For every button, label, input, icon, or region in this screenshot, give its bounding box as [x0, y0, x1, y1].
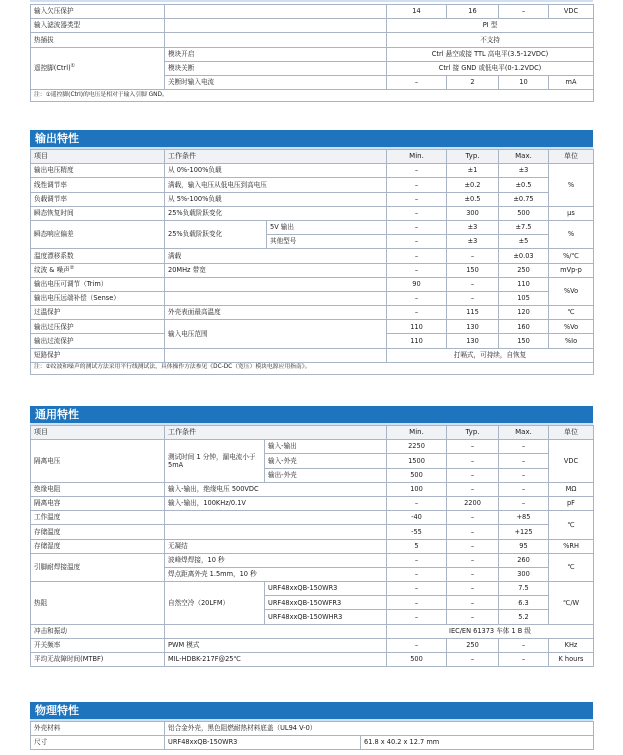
typ-cell: 130: [447, 320, 499, 334]
table-row: [31, 291, 594, 305]
value-cell: 不支持: [387, 33, 594, 47]
column-header: 单位: [549, 150, 594, 164]
item-cell: 过温保护: [31, 306, 165, 320]
min-cell: –: [387, 206, 447, 220]
item-cell: 输入滤波器类型: [31, 19, 165, 33]
column-header: Typ.: [447, 150, 499, 164]
unit-cell: mVp-p: [549, 263, 594, 277]
unit-cell: mA: [549, 75, 594, 89]
item-cell: 隔离电压: [31, 440, 165, 483]
table-row: [31, 277, 594, 291]
table-row: [31, 553, 594, 567]
min-cell: –: [387, 638, 447, 652]
item-cell: 尺寸: [31, 736, 165, 750]
unit-cell: %Vo: [549, 277, 594, 305]
typ-cell: ±0.2: [447, 178, 499, 192]
column-header: Typ.: [447, 426, 499, 440]
min-cell: –: [387, 496, 447, 510]
min-cell: 2250: [387, 440, 447, 454]
condition-cell: 自然空冷（20LFM）: [165, 582, 265, 625]
value-cell: 铝合金外壳，黑色阻燃耐热材料底盖（UL94 V-0）: [165, 722, 594, 736]
condition-cell: 输入-输出，100KHz/0.1V: [165, 496, 387, 510]
table-row: [31, 440, 594, 454]
item-cell: 冲击和振动: [31, 624, 165, 638]
condition-cell: 波峰焊焊接，10 秒: [165, 553, 387, 567]
min-cell: 110: [387, 320, 447, 334]
sub-condition-cell: 输入-外壳: [265, 454, 387, 468]
max-cell: 120: [499, 306, 549, 320]
table-row: [31, 348, 594, 362]
physical-characteristics-section: [30, 702, 593, 750]
note-row: [31, 90, 594, 102]
max-cell: ±0.5: [499, 178, 549, 192]
table-row: [31, 624, 594, 638]
condition-cell: [165, 624, 387, 638]
unit-cell: MΩ: [549, 482, 594, 496]
section-title-bar: 通用特性: [30, 406, 593, 423]
condition-cell: 满载，输入电压从低电压到高电压: [165, 178, 387, 192]
table-row: [31, 320, 594, 334]
column-header: Min.: [387, 426, 447, 440]
item-cell: 输出电压远端补偿（Sense）: [31, 291, 165, 305]
max-cell: 160: [499, 320, 549, 334]
max-cell: –: [499, 5, 549, 19]
ripple-label: 纹波 & 噪声: [34, 266, 70, 275]
column-header: 单位: [549, 426, 594, 440]
condition-cell: 输入电压范围: [165, 320, 387, 348]
min-cell: –: [387, 75, 447, 89]
condition-cell: MIL-HDBK-217F@25℃: [165, 653, 387, 667]
min-cell: 90: [387, 277, 447, 291]
min-cell: -55: [387, 525, 447, 539]
item-cell: 输出电压可调节（Trim）: [31, 277, 165, 291]
max-cell: +85: [499, 511, 549, 525]
item-cell: [31, 263, 165, 277]
section-title-bar: 物理特性: [30, 702, 593, 719]
table-row: [31, 220, 594, 234]
sub-condition-cell: URF48xxQB-150WFR3: [265, 596, 387, 610]
item-cell: 输出过流保护: [31, 334, 165, 348]
min-cell: –: [387, 164, 447, 178]
table-row: [31, 306, 594, 320]
max-cell: –: [499, 496, 549, 510]
min-cell: –: [387, 610, 447, 624]
sub-condition-cell: 输入-输出: [265, 440, 387, 454]
min-cell: –: [387, 220, 447, 234]
item-cell: [31, 47, 165, 90]
min-cell: 14: [387, 5, 447, 19]
unit-cell: %: [549, 164, 594, 207]
sub-condition-cell: 输出-外壳: [265, 468, 387, 482]
physical-table: [30, 721, 594, 750]
item-cell: 开关频率: [31, 638, 165, 652]
item-cell: 绝缘电阻: [31, 482, 165, 496]
section-title-bar: 输出特性: [30, 130, 593, 147]
unit-cell: %Io: [549, 334, 594, 348]
max-cell: ±5: [499, 235, 549, 249]
table-row: [31, 496, 594, 510]
max-cell: –: [499, 468, 549, 482]
typ-cell: 130: [447, 334, 499, 348]
condition-cell: 模块开启: [165, 47, 387, 61]
min-cell: -40: [387, 511, 447, 525]
max-cell: +125: [499, 525, 549, 539]
typ-cell: 250: [447, 638, 499, 652]
table-row: [31, 192, 594, 206]
table-row: [31, 164, 594, 178]
general-characteristics-section: [30, 406, 593, 667]
note-row: [31, 362, 594, 374]
typ-cell: 150: [447, 263, 499, 277]
max-cell: 7.5: [499, 582, 549, 596]
max-cell: ±0.03: [499, 249, 549, 263]
condition-cell: 关断时输入电流: [165, 75, 387, 89]
item-cell: 输入欠压保护: [31, 5, 165, 19]
typ-cell: –: [447, 482, 499, 496]
table-header-row: [31, 426, 594, 440]
value-cell: Ctrl 接 GND 或低电平(0-1.2VDC): [387, 61, 594, 75]
footnote: 注：①遥控脚(Ctrl)的电压是相对于输入引脚 GND。: [31, 90, 594, 102]
typ-cell: –: [447, 653, 499, 667]
min-cell: –: [387, 235, 447, 249]
condition-cell: 20MHz 带宽: [165, 263, 387, 277]
table-row: [31, 525, 594, 539]
typ-cell: –: [447, 291, 499, 305]
typ-cell: –: [447, 249, 499, 263]
typ-cell: 2200: [447, 496, 499, 510]
typ-cell: ±1: [447, 164, 499, 178]
column-header: 工作条件: [165, 150, 387, 164]
typ-cell: –: [447, 468, 499, 482]
min-cell: 5: [387, 539, 447, 553]
unit-cell: %/℃: [549, 249, 594, 263]
condition-cell: 外壳表面最高温度: [165, 306, 387, 320]
typ-cell: ±3: [447, 235, 499, 249]
min-cell: 110: [387, 334, 447, 348]
typ-cell: –: [447, 454, 499, 468]
condition-cell: [165, 511, 387, 525]
item-cell: 存储温度: [31, 525, 165, 539]
item-cell: 短路保护: [31, 348, 165, 362]
typ-cell: ±0.5: [447, 192, 499, 206]
value-cell: 打嗝式，可持续，自恢复: [387, 348, 594, 362]
condition-cell: [165, 348, 387, 362]
table-row: [31, 736, 594, 750]
min-cell: 500: [387, 653, 447, 667]
typ-cell: –: [447, 610, 499, 624]
typ-cell: –: [447, 596, 499, 610]
condition-cell: 模块关断: [165, 61, 387, 75]
unit-cell: ℃: [549, 306, 594, 320]
condition-cell: [165, 277, 387, 291]
condition-cell: [165, 291, 387, 305]
typ-cell: 2: [447, 75, 499, 89]
max-cell: 5.2: [499, 610, 549, 624]
item-cell: 引脚耐焊接温度: [31, 553, 165, 581]
table-row: [31, 33, 594, 47]
item-cell: 外壳材料: [31, 722, 165, 736]
condition-cell: 从 0%-100%负载: [165, 164, 387, 178]
max-cell: 260: [499, 553, 549, 567]
table-row: [31, 653, 594, 667]
unit-cell: %Vo: [549, 320, 594, 334]
table-row: [31, 178, 594, 192]
input-table: [30, 4, 594, 102]
item-cell: 瞬态恢复时间: [31, 206, 165, 220]
item-cell: 线性调节率: [31, 178, 165, 192]
footnote-mark: ①: [70, 63, 76, 70]
max-cell: –: [499, 653, 549, 667]
min-cell: –: [387, 596, 447, 610]
output-characteristics-section: [30, 130, 593, 375]
typ-cell: –: [447, 553, 499, 567]
max-cell: –: [499, 454, 549, 468]
value-cell: IEC/EN 61373 车体 1 B 级: [387, 624, 594, 638]
sub-condition-cell: URF48xxQB-150WHR3: [265, 610, 387, 624]
min-cell: –: [387, 291, 447, 305]
typ-cell: –: [447, 539, 499, 553]
item-cell: 平均无故障时间(MTBF): [31, 653, 165, 667]
min-cell: –: [387, 249, 447, 263]
top-divider: [30, 0, 593, 2]
item-cell: 瞬态响应偏差: [31, 220, 165, 248]
item-cell: 存储湿度: [31, 539, 165, 553]
max-cell: ±0.75: [499, 192, 549, 206]
table-row: [31, 19, 594, 33]
max-cell: 110: [499, 277, 549, 291]
max-cell: –: [499, 638, 549, 652]
footnote: 注：②纹波和噪声的测试方法采用平行线测试法，具体操作方法参见《DC-DC（宽压）模块电源应用指南》。: [31, 362, 594, 374]
table-row: [31, 539, 594, 553]
unit-cell: ℃: [549, 511, 594, 539]
item-cell: 输出电压精度: [31, 164, 165, 178]
min-cell: 100: [387, 482, 447, 496]
table-row: [31, 263, 594, 277]
typ-cell: –: [447, 440, 499, 454]
min-cell: –: [387, 263, 447, 277]
condition-cell: [165, 19, 387, 33]
unit-cell: K hours: [549, 653, 594, 667]
unit-cell: ℃: [549, 553, 594, 581]
item-cell: 负载调节率: [31, 192, 165, 206]
min-cell: –: [387, 553, 447, 567]
sub-condition-cell: 其他型号: [267, 235, 387, 249]
unit-cell: %RH: [549, 539, 594, 553]
condition-cell: [165, 5, 387, 19]
typ-cell: 16: [447, 5, 499, 19]
general-table: [30, 425, 594, 667]
condition-cell: 25%负载阶跃变化: [165, 206, 387, 220]
item-cell: 热阻: [31, 582, 165, 625]
table-header-row: [31, 150, 594, 164]
item-cell: 输出过压保护: [31, 320, 165, 334]
max-cell: 10: [499, 75, 549, 89]
typ-cell: –: [447, 511, 499, 525]
condition-cell: 满载: [165, 249, 387, 263]
min-cell: –: [387, 582, 447, 596]
footnote-mark: ②: [69, 265, 75, 272]
typ-cell: ±3: [447, 220, 499, 234]
unit-cell: pF: [549, 496, 594, 510]
column-header: Max.: [499, 426, 549, 440]
column-header: 项目: [31, 426, 165, 440]
min-cell: –: [387, 306, 447, 320]
typ-cell: –: [447, 567, 499, 581]
condition-cell: 输入-输出，绝缘电压 500VDC: [165, 482, 387, 496]
condition-cell: 无凝结: [165, 539, 387, 553]
table-row: [31, 482, 594, 496]
model-cell: URF48xxQB-150WR3: [165, 736, 361, 750]
column-header: Min.: [387, 150, 447, 164]
max-cell: 500: [499, 206, 549, 220]
unit-cell: KHz: [549, 638, 594, 652]
max-cell: 95: [499, 539, 549, 553]
max-cell: 105: [499, 291, 549, 305]
remote-label: 遥控脚(Ctrl): [34, 64, 71, 73]
max-cell: 250: [499, 263, 549, 277]
item-cell: 隔离电容: [31, 496, 165, 510]
table-row: [31, 206, 594, 220]
unit-cell: μs: [549, 206, 594, 220]
column-header: 项目: [31, 150, 165, 164]
unit-cell: VDC: [549, 440, 594, 483]
typ-cell: –: [447, 525, 499, 539]
max-cell: 300: [499, 567, 549, 581]
table-row: [31, 638, 594, 652]
output-table: [30, 149, 594, 375]
condition-cell: [165, 33, 387, 47]
table-row: [31, 511, 594, 525]
value-cell: Ctrl 悬空或接 TTL 高电平(3.5-12VDC): [387, 47, 594, 61]
table-row: [31, 249, 594, 263]
condition-cell: 测试时间 1 分钟，漏电流小于 5mA: [165, 440, 265, 483]
condition-cell: 焊点距离外壳 1.5mm，10 秒: [165, 567, 387, 581]
table-row: [31, 5, 594, 19]
max-cell: ±7.5: [499, 220, 549, 234]
max-cell: 150: [499, 334, 549, 348]
table-row: [31, 47, 594, 61]
sub-condition-cell: 5V 输出: [267, 220, 387, 234]
typ-cell: 115: [447, 306, 499, 320]
max-cell: 6.3: [499, 596, 549, 610]
condition-cell: [165, 525, 387, 539]
condition-cell: PWM 模式: [165, 638, 387, 652]
typ-cell: –: [447, 582, 499, 596]
min-cell: 1500: [387, 454, 447, 468]
column-header: Max.: [499, 150, 549, 164]
min-cell: 500: [387, 468, 447, 482]
dimension-cell: 61.8 x 40.2 x 12.7 mm: [361, 736, 594, 750]
input-characteristics-section: [30, 4, 593, 102]
table-row: [31, 582, 594, 596]
max-cell: –: [499, 440, 549, 454]
unit-cell: ℃/W: [549, 582, 594, 625]
max-cell: –: [499, 482, 549, 496]
min-cell: –: [387, 192, 447, 206]
typ-cell: –: [447, 277, 499, 291]
condition-cell: 25%负载阶跃变化: [165, 220, 267, 248]
max-cell: ±3: [499, 164, 549, 178]
column-header: 工作条件: [165, 426, 387, 440]
item-cell: 温度漂移系数: [31, 249, 165, 263]
value-cell: PI 型: [387, 19, 594, 33]
min-cell: –: [387, 567, 447, 581]
typ-cell: 300: [447, 206, 499, 220]
unit-cell: %: [549, 220, 594, 248]
sub-condition-cell: URF48xxQB-150WR3: [265, 582, 387, 596]
item-cell: 热插拔: [31, 33, 165, 47]
min-cell: –: [387, 178, 447, 192]
unit-cell: VDC: [549, 5, 594, 19]
item-cell: 工作温度: [31, 511, 165, 525]
table-row: [31, 722, 594, 736]
condition-cell: 从 5%-100%负载: [165, 192, 387, 206]
